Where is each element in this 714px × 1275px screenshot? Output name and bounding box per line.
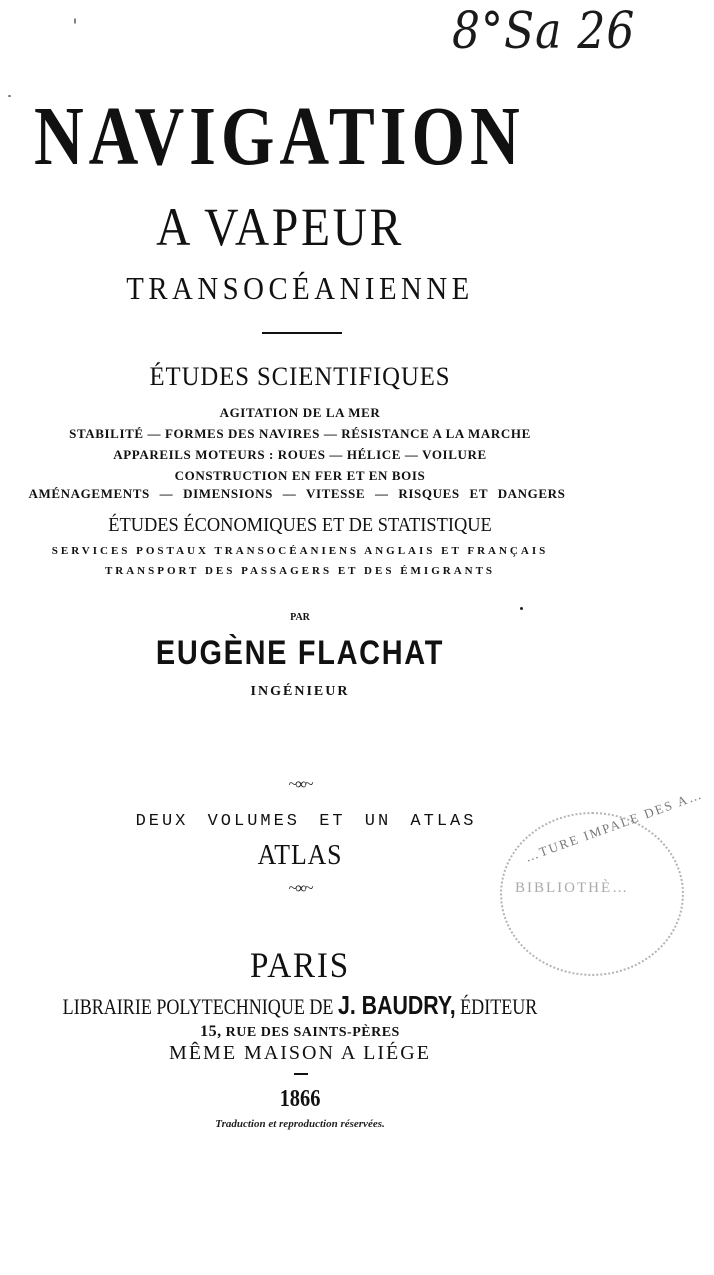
- author-name: EUGÈNE FLACHAT: [155, 634, 445, 672]
- title-sub: A VAPEUR: [156, 197, 404, 257]
- section-economic-heading: ÉTUDES ÉCONOMIQUES ET DE STATISTIQUE: [108, 514, 492, 536]
- address-street: RUE DES SAINTS-PÈRES: [225, 1025, 400, 1040]
- publisher-suffix: ÉDITEUR: [460, 994, 538, 1019]
- publisher-name: J. BAUDRY,: [337, 990, 456, 1020]
- publisher-address: [0, 1023, 600, 1041]
- divider-rule: [294, 1073, 308, 1075]
- scientific-line: AMÉNAGEMENTS — DIMENSIONS — VITESSE — RISQUES ET DANGERS: [28, 486, 566, 501]
- economic-line: TRANSPORT DES PASSAGERS ET DES ÉMIGRANTS: [104, 565, 496, 577]
- scientific-line: APPAREILS MOTEURS : ROUES — HÉLICE — VOILURE: [113, 447, 487, 462]
- title-sub2: TRANSOCÉANIENNE: [126, 270, 474, 306]
- scan-speck: [74, 18, 76, 24]
- ornament-icon: ~∞~: [288, 776, 312, 793]
- scientific-line: CONSTRUCTION EN FER ET EN BOIS: [174, 468, 426, 483]
- author-role: INGÉNIEUR: [250, 684, 350, 699]
- divider-rule: [262, 332, 342, 334]
- section-scientific-heading: ÉTUDES SCIENTIFIQUES: [149, 362, 451, 391]
- by-label: PAR: [290, 612, 310, 623]
- city: PARIS: [249, 945, 351, 985]
- ornament-icon: ~∞~: [288, 880, 312, 897]
- economic-line: SERVICES POSTAUX TRANSOCÉANIENS ANGLAIS ET FRANÇAIS: [51, 545, 549, 557]
- publication-year: 1866: [279, 1086, 321, 1112]
- branch-note: MÊME MAISON A LIÉGE: [169, 1042, 431, 1064]
- address-number: 15,: [200, 1023, 222, 1040]
- scan-speck: [8, 95, 11, 97]
- volumes-note: DEUX VOLUMES ET UN ATLAS: [135, 812, 477, 831]
- shelfmark-handwritten: 8°Sa 26: [452, 2, 636, 61]
- scientific-line: STABILITÉ — FORMES DES NAVIRES — RÉSISTANCE A LA MARCHE: [69, 426, 531, 441]
- title-main: NAVIGATION: [34, 90, 525, 183]
- stamp-center-text: BIBLIOTHÈ…: [515, 880, 630, 896]
- rights-notice: Traduction et reproduction réservées.: [215, 1118, 385, 1130]
- publisher-prefix: LIBRAIRIE POLYTECHNIQUE DE: [62, 994, 334, 1019]
- scientific-line: AGITATION DE LA MER: [219, 405, 381, 420]
- scan-speck: [520, 607, 523, 610]
- volume-label: ATLAS: [257, 840, 343, 871]
- publisher-line: [54, 990, 546, 1021]
- stamp-arc-text: …TURE IMPALE DES A…: [522, 786, 705, 865]
